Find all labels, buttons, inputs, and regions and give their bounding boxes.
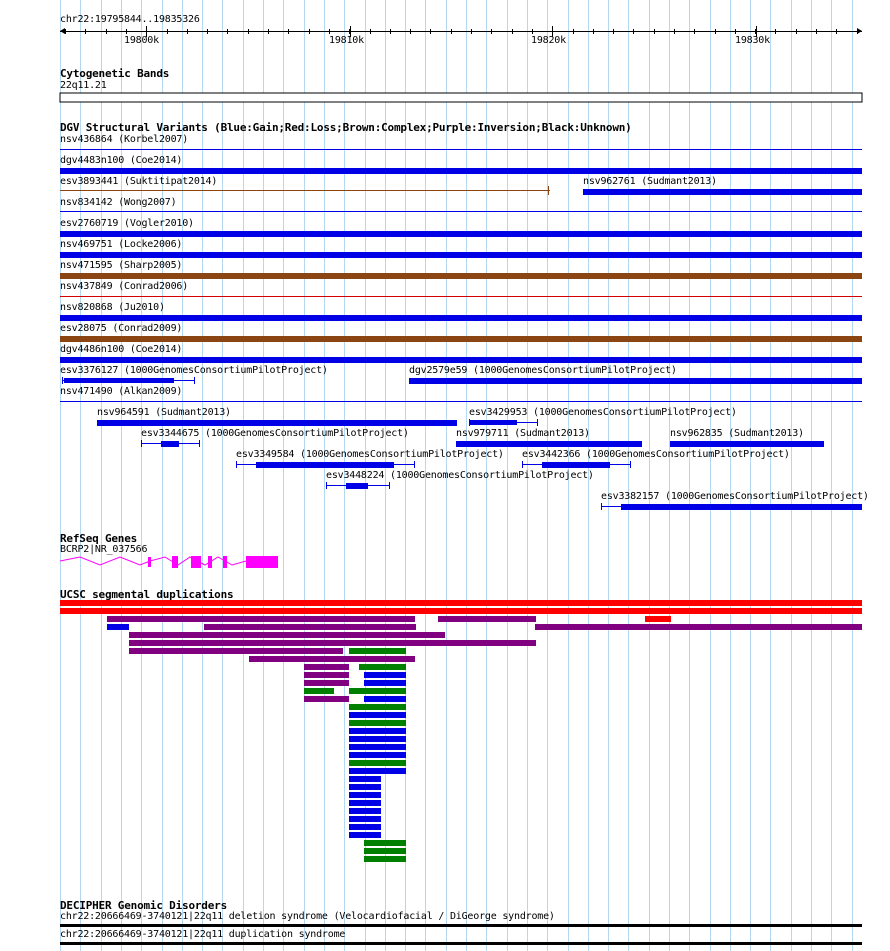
- decipher-item-label[interactable]: chr22:20666469-3740121|22q11 deletion syndrome (Velocardiofacial / DiGeorge syndrome): [60, 911, 555, 922]
- dgv-variant-label[interactable]: esv2760719 (Vogler2010): [60, 218, 194, 229]
- dgv-variant-bar[interactable]: [60, 190, 550, 191]
- dgv-variant-bar[interactable]: [60, 231, 862, 237]
- dgv-variant-bar[interactable]: [60, 252, 862, 258]
- gene-exon[interactable]: [148, 557, 151, 567]
- ruler-minor-tick: [329, 29, 330, 34]
- segdup-bar[interactable]: [645, 616, 671, 622]
- ruler-minor-tick: [775, 29, 776, 34]
- ruler-minor-tick: [674, 29, 675, 34]
- dgv-variant-bar[interactable]: [60, 211, 862, 212]
- refseq-gene-label[interactable]: BCRP2|NR_037566: [60, 544, 148, 555]
- dgv-variant-label[interactable]: esv3344675 (1000GenomesConsortiumPilotProject): [141, 428, 409, 439]
- dgv-variant-bar[interactable]: [469, 420, 517, 425]
- ruler-minor-tick: [755, 29, 756, 34]
- segdup-bar[interactable]: [349, 784, 381, 790]
- ruler-minor-tick: [410, 29, 411, 34]
- ruler-tick-label: 19810k: [329, 35, 364, 46]
- segdup-bar[interactable]: [359, 664, 406, 670]
- cytoband-track-title: Cytogenetic Bands: [60, 67, 170, 80]
- dgv-variant-bar[interactable]: [60, 296, 862, 297]
- dgv-variant-label[interactable]: esv3376127 (1000GenomesConsortiumPilotProject): [60, 365, 328, 376]
- dgv-variant-bar[interactable]: [60, 168, 862, 174]
- dgv-variant-bar[interactable]: [60, 336, 862, 342]
- dgv-variant-label[interactable]: nsv469751 (Locke2006): [60, 239, 183, 250]
- ruler-tick-label: 19830k: [735, 35, 770, 46]
- segdup-bar[interactable]: [349, 816, 381, 822]
- ruler-minor-tick: [451, 29, 452, 34]
- ruler-minor-tick: [654, 29, 655, 34]
- ruler-minor-tick: [857, 29, 858, 34]
- dgv-variant-bar[interactable]: [542, 462, 610, 468]
- dgv-variant-bar[interactable]: [256, 462, 394, 468]
- dgv-variant-label[interactable]: esv3429953 (1000GenomesConsortiumPilotProject): [469, 407, 737, 418]
- segdup-bar[interactable]: [349, 760, 406, 766]
- dgv-variant-bar[interactable]: [60, 149, 862, 150]
- dgv-variant-bar[interactable]: [389, 482, 390, 489]
- ruler-minor-tick: [65, 29, 66, 34]
- dgv-variant-label[interactable]: dgv2579e59 (1000GenomesConsortiumPilotProject): [409, 365, 677, 376]
- dgv-variant-label[interactable]: esv3893441 (Suktitipat2014): [60, 176, 218, 187]
- segdup-bar[interactable]: [349, 728, 406, 734]
- dgv-variant-label[interactable]: esv3442366 (1000GenomesConsortiumPilotProject): [522, 449, 790, 460]
- segdup-bar[interactable]: [364, 680, 406, 686]
- dgv-variant-bar[interactable]: [621, 504, 862, 510]
- segdup-bar[interactable]: [204, 624, 416, 630]
- segdup-bar[interactable]: [249, 656, 415, 662]
- ruler-minor-tick: [633, 29, 634, 34]
- ruler-left-arrow-icon: [60, 28, 65, 34]
- dgv-variant-label[interactable]: esv3349584 (1000GenomesConsortiumPilotProject): [236, 449, 504, 460]
- dgv-variant-label[interactable]: nsv979711 (Sudmant2013): [456, 428, 590, 439]
- ruler-minor-tick: [268, 29, 269, 34]
- ruler-minor-tick: [512, 29, 513, 34]
- dgv-variant-label[interactable]: esv28075 (Conrad2009): [60, 323, 183, 334]
- dgv-variant-bar[interactable]: [326, 482, 327, 489]
- segdup-bar[interactable]: [60, 608, 862, 614]
- ruler-minor-tick: [613, 29, 614, 34]
- ruler-minor-tick: [735, 29, 736, 34]
- segdup-bar[interactable]: [349, 824, 381, 830]
- dgv-variant-label[interactable]: dgv4486n100 (Coe2014): [60, 344, 183, 355]
- dgv-variant-bar[interactable]: [630, 461, 631, 468]
- dgv-variant-label[interactable]: nsv436864 (Korbel2007): [60, 134, 189, 145]
- ruler-minor-tick: [106, 29, 107, 34]
- dgv-variant-bar[interactable]: [161, 441, 179, 447]
- dgv-variant-bar[interactable]: [141, 440, 142, 447]
- segdup-bar[interactable]: [349, 688, 406, 694]
- dgv-variant-bar[interactable]: [60, 315, 862, 321]
- segdup-bar[interactable]: [129, 640, 444, 646]
- ruler-tick-label: 19800k: [124, 35, 159, 46]
- dgv-variant-bar[interactable]: [62, 377, 63, 384]
- segdup-bar[interactable]: [349, 736, 406, 742]
- ruler-minor-tick: [471, 29, 472, 34]
- dgv-variant-bar[interactable]: [522, 461, 523, 468]
- ruler-minor-tick: [227, 29, 228, 34]
- segdup-bar[interactable]: [304, 696, 349, 702]
- dgv-variant-label[interactable]: esv3448224 (1000GenomesConsortiumPilotProject): [326, 470, 594, 481]
- decipher-bar[interactable]: [60, 942, 862, 945]
- ruler-minor-tick: [349, 29, 350, 34]
- segdup-bar[interactable]: [364, 672, 406, 678]
- segdup-track-title: UCSC segmental duplications: [60, 588, 234, 601]
- gene-intron-line: [60, 557, 150, 565]
- ruler-minor-tick: [370, 29, 371, 34]
- segdup-bar[interactable]: [535, 624, 862, 630]
- segdup-bar[interactable]: [304, 680, 349, 686]
- dgv-variant-bar[interactable]: [670, 441, 824, 447]
- segdup-bar[interactable]: [304, 664, 349, 670]
- segdup-bar[interactable]: [364, 696, 406, 702]
- dgv-variant-bar[interactable]: [60, 401, 862, 402]
- ruler-minor-tick: [573, 29, 574, 34]
- dgv-variant-bar[interactable]: [97, 420, 457, 426]
- ruler-minor-tick: [248, 29, 249, 34]
- dgv-variant-bar[interactable]: [414, 461, 415, 468]
- gene-exon[interactable]: [223, 556, 227, 568]
- decipher-track-title: DECIPHER Genomic Disorders: [60, 899, 227, 912]
- decipher-item-label[interactable]: chr22:20666469-3740121|22q11 duplication syndrome: [60, 929, 346, 940]
- segdup-bar[interactable]: [349, 752, 406, 758]
- dgv-variant-label[interactable]: nsv471595 (Sharp2005): [60, 260, 183, 271]
- segdup-bar[interactable]: [438, 616, 536, 622]
- ruler-minor-tick: [309, 29, 310, 34]
- dgv-variant-bar[interactable]: [456, 441, 642, 447]
- dgv-variant-label[interactable]: nsv962761 (Sudmant2013): [583, 176, 717, 187]
- ruler-minor-tick: [796, 29, 797, 34]
- segdup-bar[interactable]: [349, 776, 381, 782]
- segdup-bar[interactable]: [304, 688, 334, 694]
- segdup-bar[interactable]: [364, 840, 406, 846]
- ruler-minor-tick: [694, 29, 695, 34]
- ruler-minor-tick: [430, 29, 431, 34]
- segdup-bar[interactable]: [349, 744, 406, 750]
- segdup-bar[interactable]: [107, 616, 415, 622]
- segdup-bar[interactable]: [304, 672, 349, 678]
- ruler-minor-tick: [288, 29, 289, 34]
- dgv-variant-bar[interactable]: [60, 273, 862, 279]
- ruler-minor-tick: [593, 29, 594, 34]
- dgv-variant-bar[interactable]: [64, 378, 174, 383]
- dgv-track-title: DGV Structural Variants (Blue:Gain;Red:Loss;Brown:Complex;Purple:Inversion;Black:Unknown): [60, 121, 632, 134]
- ruler-axis: [60, 31, 862, 32]
- ruler-minor-tick: [207, 29, 208, 34]
- gene-exon[interactable]: [172, 556, 178, 568]
- dgv-variant-label[interactable]: nsv962835 (Sudmant2013): [670, 428, 804, 439]
- segdup-bar[interactable]: [349, 720, 406, 726]
- dgv-variant-bar[interactable]: [583, 189, 862, 195]
- dgv-variant-bar[interactable]: [548, 186, 549, 195]
- ruler-minor-tick: [816, 29, 817, 34]
- ruler-minor-tick: [836, 29, 837, 34]
- ruler-minor-tick: [167, 29, 168, 34]
- ruler-minor-tick: [126, 29, 127, 34]
- cytoband-label[interactable]: 22q11.21: [60, 80, 107, 91]
- dgv-variant-label[interactable]: nsv834142 (Wong2007): [60, 197, 177, 208]
- segdup-bar[interactable]: [349, 648, 406, 654]
- segdup-bar[interactable]: [439, 640, 536, 646]
- gene-exon[interactable]: [246, 556, 278, 568]
- ruler-minor-tick: [532, 29, 533, 34]
- ruler-minor-tick: [491, 29, 492, 34]
- ruler-position-label: chr22:19795844..19835326: [60, 14, 200, 25]
- dgv-variant-bar[interactable]: [60, 357, 862, 363]
- dgv-variant-label[interactable]: nsv471490 (Alkan2009): [60, 386, 183, 397]
- ruler-minor-tick: [552, 29, 553, 34]
- decipher-bar[interactable]: [60, 924, 862, 927]
- dgv-variant-bar[interactable]: [236, 461, 237, 468]
- dgv-variant-bar[interactable]: [537, 419, 538, 426]
- dgv-variant-label[interactable]: nsv820868 (Ju2010): [60, 302, 165, 313]
- gene-exon[interactable]: [208, 556, 212, 568]
- segdup-bar[interactable]: [349, 704, 406, 710]
- segdup-bar[interactable]: [349, 768, 406, 774]
- dgv-variant-label[interactable]: nsv964591 (Sudmant2013): [97, 407, 231, 418]
- cytoband-bar[interactable]: [60, 93, 862, 102]
- ruler-minor-tick: [187, 29, 188, 34]
- segdup-bar[interactable]: [107, 624, 129, 630]
- dgv-variant-bar[interactable]: [346, 483, 368, 489]
- segdup-bar[interactable]: [364, 856, 406, 862]
- segdup-bar[interactable]: [129, 632, 445, 638]
- ruler-minor-tick: [715, 29, 716, 34]
- ruler-minor-tick: [146, 29, 147, 34]
- segdup-bar[interactable]: [129, 648, 343, 654]
- segdup-bar[interactable]: [349, 808, 381, 814]
- dgv-variant-label[interactable]: esv3382157 (1000GenomesConsortiumPilotProject): [601, 491, 869, 502]
- dgv-variant-bar[interactable]: [199, 440, 200, 447]
- dgv-variant-bar[interactable]: [194, 377, 195, 384]
- segdup-bar[interactable]: [349, 792, 381, 798]
- ruler-minor-tick: [390, 29, 391, 34]
- dgv-variant-label[interactable]: dgv4483n100 (Coe2014): [60, 155, 183, 166]
- ruler-minor-tick: [85, 29, 86, 34]
- segdup-bar[interactable]: [349, 712, 406, 718]
- dgv-variant-bar[interactable]: [469, 419, 470, 426]
- gene-exon[interactable]: [191, 556, 201, 568]
- dgv-variant-bar[interactable]: [601, 503, 602, 510]
- ruler-tick-label: 19820k: [531, 35, 566, 46]
- refseq-track-title: RefSeq Genes: [60, 532, 138, 545]
- dgv-variant-label[interactable]: nsv437849 (Conrad2006): [60, 281, 189, 292]
- segdup-bar[interactable]: [349, 832, 381, 838]
- segdup-bar[interactable]: [349, 800, 381, 806]
- dgv-variant-bar[interactable]: [409, 378, 862, 384]
- segdup-bar[interactable]: [364, 848, 406, 854]
